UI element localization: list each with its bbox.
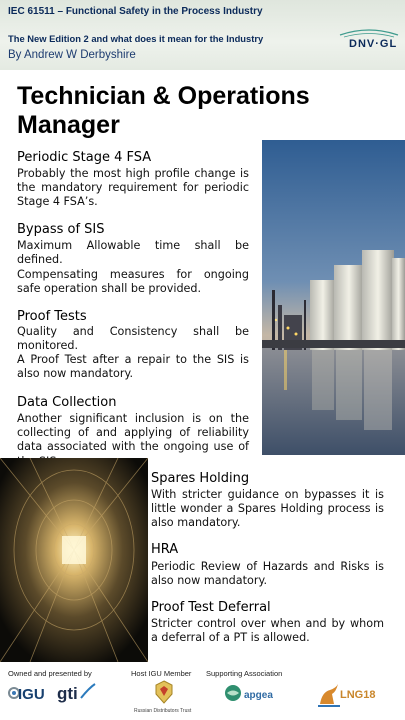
apgea-globe-icon xyxy=(224,684,242,702)
lng18-kangaroo-icon xyxy=(316,682,342,708)
section-heading-hra: HRA xyxy=(151,542,179,557)
dnv-gl-logo-text: DNV·GL xyxy=(349,38,398,50)
section-heading-pt-deferral: Proof Test Deferral xyxy=(151,600,271,615)
header-title: IEC 61511 – Functional Safety in the Process Industry xyxy=(8,6,263,17)
section-body-proof-tests-2: A Proof Test after a repair to the SIS is also now mandatory. xyxy=(17,353,249,381)
footer-support-label: Supporting Association xyxy=(206,669,283,678)
apgea-logo-text: apgea xyxy=(244,690,273,701)
lng18-logo-text: LNG18 xyxy=(340,689,376,701)
section-heading-data-collection: Data Collection xyxy=(17,395,117,410)
section-body-periodic-fsa: Probably the most high profile change is the mandatory requirement for periodic Stage 4 FSA’s. xyxy=(17,167,249,209)
footer-host-label: Host IGU Member xyxy=(131,669,192,678)
section-heading-proof-tests: Proof Tests xyxy=(17,309,87,324)
gti-swoosh-icon xyxy=(79,682,97,700)
section-body-data-collection: Another significant inclusion is on the collecting of and applying of reliability data associated with the ongoing use of xyxy=(17,412,249,454)
section-heading-periodic-fsa: Periodic Stage 4 FSA xyxy=(17,150,152,165)
section-body-bypass-2: Compensating measures for ongoing safe operation shall be provided. xyxy=(17,268,249,296)
header-banner xyxy=(0,0,405,70)
section-body-proof-tests: Quality and Consistency shall be monitored. xyxy=(17,325,249,353)
header-subtitle: The New Edition 2 and what does it mean for the Industry xyxy=(8,33,264,44)
section-body-bypass: Maximum Allowable time shall be defined. xyxy=(17,239,249,267)
tank-interior-photo xyxy=(0,458,148,662)
section-body-pt-deferral: Stricter control over when and by whom a deferral of a PT is allowed. xyxy=(151,617,384,645)
section-body-hra: Periodic Review of Hazards and Risks is also now mandatory. xyxy=(151,560,384,588)
section-heading-spares: Spares Holding xyxy=(151,471,250,486)
igu-logo-text: IGU xyxy=(18,686,45,703)
footer-owned-label: Owned and presented by xyxy=(8,669,92,678)
page-title: Technician & Operations Manager xyxy=(17,82,310,139)
host-member-caption: Russian Distributors Trust xyxy=(134,708,192,714)
gti-logo-text: gti xyxy=(57,684,78,703)
lng-plant-photo xyxy=(262,140,405,455)
header-author: By Andrew W Derbyshire xyxy=(8,49,136,61)
section-heading-bypass: Bypass of SIS xyxy=(17,222,105,237)
section-body-spares: With stricter guidance on bypasses it is little wonder a Spares Holding process is also mandatory. xyxy=(151,488,384,530)
host-member-emblem-icon xyxy=(154,680,174,704)
